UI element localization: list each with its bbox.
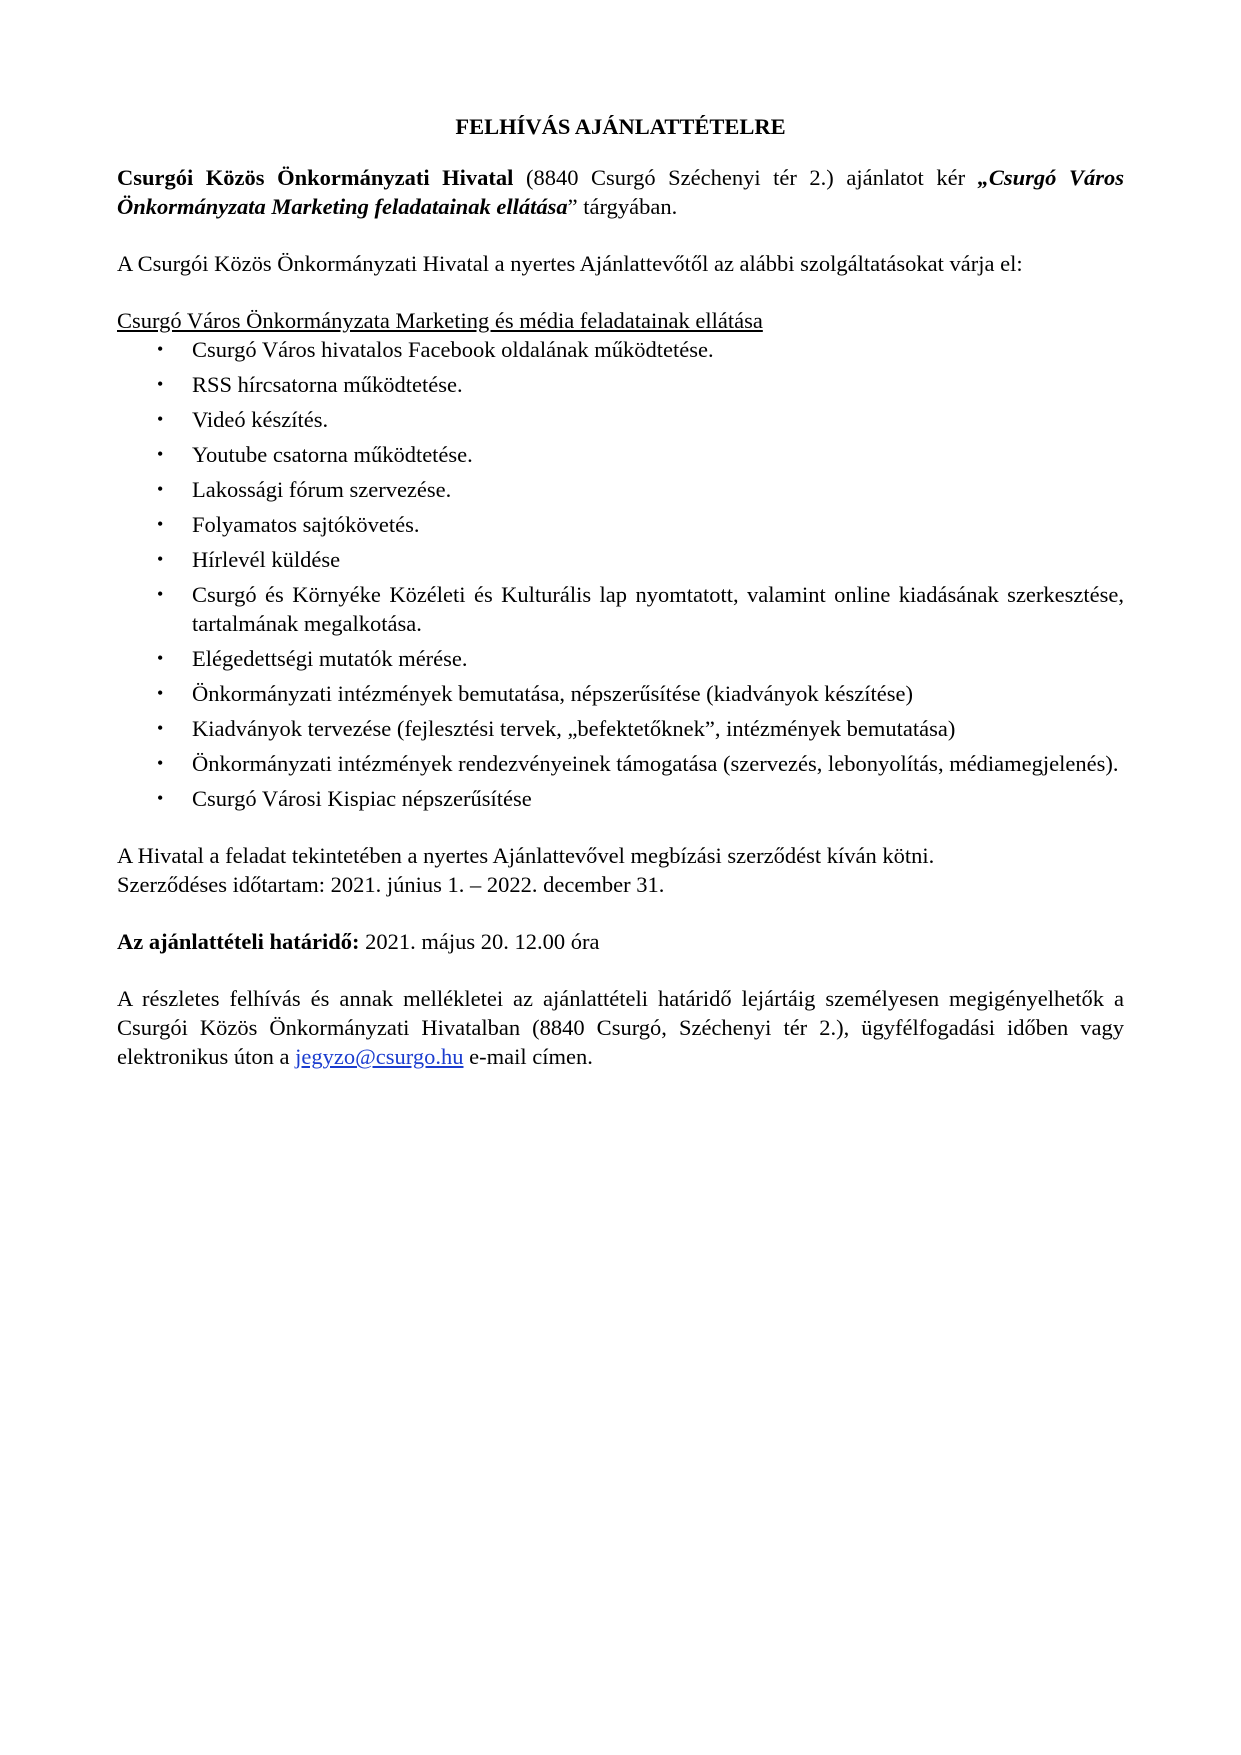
deadline-label: Az ajánlattételi határidő: [117,929,360,954]
bullet-icon: • [157,584,164,604]
list-item [117,679,1124,708]
email-link[interactable]: jegyzo@csurgo.hu [295,1044,464,1069]
list-item-text: Önkormányzati intézmények rendezvényeinek támogatása (szervezés, lebonyolítás, médiamegjelenés). [192,751,1119,776]
bullet-icon: • [157,409,164,429]
closing-paragraph [117,984,1124,1071]
expectation-paragraph: A Csurgói Közös Önkormányzati Hivatal a nyertes Ajánlattevőtől az alábbi szolgáltatásokat várja el: [117,251,1023,276]
bullet-icon: • [157,514,164,534]
closing-text-a: A részletes felhívás és annak mellékletei az ajánlattételi határidő lejártáig személyesen megigényelhetők a Csurgói Közös Önkormányzati Hivatalban (8840 Csurgó, Széchenyi tér 2.), ügyfélfogadási időben vagy elektronikus úton a [117,986,1124,1069]
bullet-icon: • [157,374,164,394]
list-item [117,784,1124,813]
bullet-icon: • [157,549,164,569]
organization-name: Csurgói Közös Önkormányzati Hivatal [117,165,514,190]
bullet-icon: • [157,788,164,808]
intro-paragraph [117,163,1124,221]
list-item [117,405,1124,434]
list-item-text: Csurgó és Környéke Közéleti és Kulturális lap nyomtatott, valamint online kiadásának szerkesztése, tartalmának megalkotása. [192,582,1124,636]
document-page [117,112,1124,1071]
list-item-text: Elégedettségi mutatók mérése. [192,646,468,671]
list-item [117,580,1124,638]
list-item-text: Hírlevél küldése [192,547,341,572]
list-item [117,475,1124,504]
list-item-text: RSS hírcsatorna működtetése. [192,372,463,397]
list-item [117,644,1124,673]
bullet-icon: • [157,683,164,703]
bullet-icon: • [157,718,164,738]
list-item [117,440,1124,469]
closing-text-b: e-mail címen. [463,1044,593,1069]
bullet-icon: • [157,753,164,773]
list-item-text: Önkormányzati intézmények bemutatása, népszerűsítése (kiadványok készítése) [192,681,913,706]
section-heading [117,306,1124,335]
contract-line: A Hivatal a feladat tekintetében a nyertes Ajánlattevővel megbízási szerződést kíván kötni. [117,843,935,868]
bullet-icon: • [157,444,164,464]
list-item [117,749,1124,778]
section-heading-text: Csurgó Város Önkormányzata Marketing és média feladatainak ellátása [117,308,763,333]
document-title: FELHÍVÁS AJÁNLATTÉTELRE [455,114,786,139]
list-item [117,714,1124,743]
task-list [117,335,1124,813]
duration-line: Szerződéses időtartam: 2021. június 1. – 2022. december 31. [117,872,665,897]
list-item-text: Videó készítés. [192,407,329,432]
list-item-text: Youtube csatorna működtetése. [192,442,473,467]
deadline-paragraph [117,927,1124,956]
intro-text-a: (8840 Csurgó Széchenyi tér 2.) ajánlatot kér [513,165,978,190]
deadline-value: 2021. május 20. 12.00 óra [359,929,600,954]
list-item-text: Lakossági fórum szervezése. [192,477,452,502]
list-item [117,370,1124,399]
bullet-icon: • [157,648,164,668]
list-item-text: Kiadványok tervezése (fejlesztési tervek, „befektetőknek”, intézmények bemutatása) [192,716,956,741]
list-item [117,510,1124,539]
subject-title: „Csurgó Város Önkormányzata Marketing feladatainak ellátása [117,165,1124,219]
bullet-icon: • [157,479,164,499]
list-item [117,335,1124,364]
bullet-icon: • [157,339,164,359]
list-item-text: Csurgó Város hivatalos Facebook oldalának működtetése. [192,337,714,362]
intro-text-b: ” tárgyában. [567,194,678,219]
list-item [117,545,1124,574]
list-item-text: Csurgó Városi Kispiac népszerűsítése [192,786,532,811]
list-item-text: Folyamatos sajtókövetés. [192,512,420,537]
